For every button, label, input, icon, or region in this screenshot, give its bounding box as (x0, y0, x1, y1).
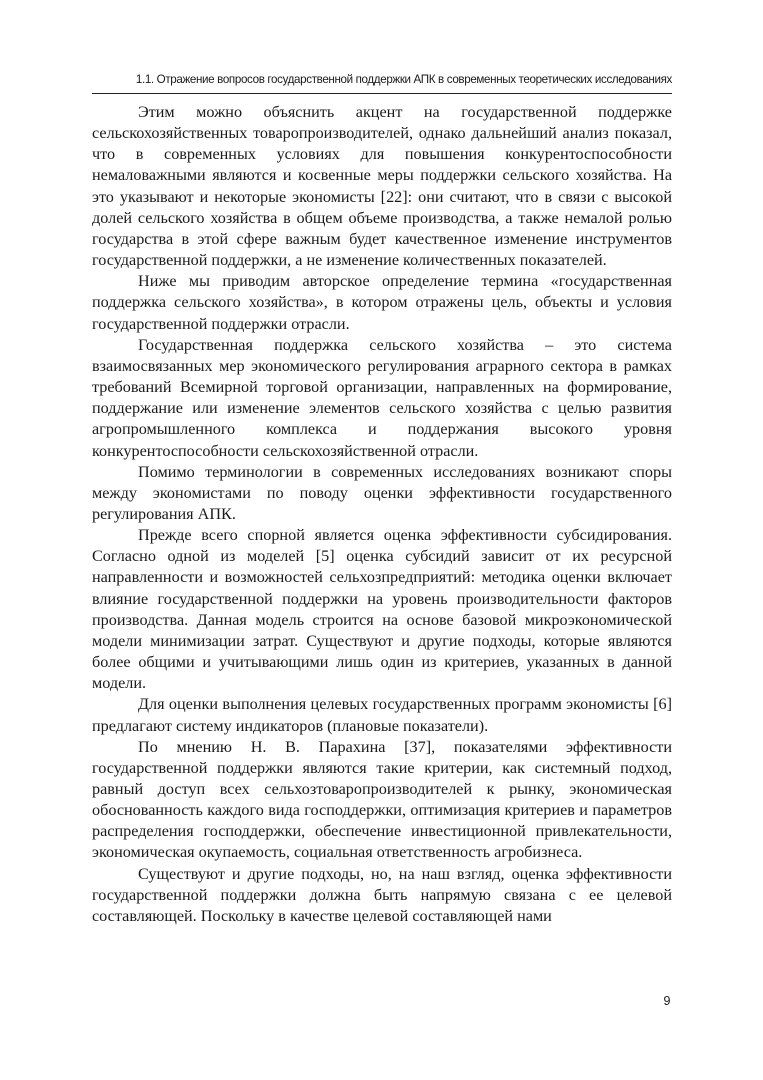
paragraph: Для оценки выполнения целевых государственных программ экономисты [6] предлагают систему индикаторов (плановые показатели). (92, 695, 672, 735)
paragraph: Ниже мы приводим авторское определение термина «государственная поддержка сельского хозяйства», в котором отражены цель, объекты и условия государственной поддержки отрасли. (92, 272, 672, 333)
header-rule (92, 93, 672, 94)
paragraph: Существуют и другие подходы, но, на наш взгляд, оценка эффективности государственной поддержки должна быть напрямую связана с ее целевой составляющей. Поскольку в качестве целевой составляющей нами (92, 864, 672, 925)
paragraph: Этим можно объяснить акцент на государственной поддержке сельскохозяйственных товаропроизводителей, однако дальнейший анализ показал, что в современных условиях для повышения конкурентоспособности немаловажными являются и косвенные меры поддержки сельского хозяйства. На это указывают и некоторые экономисты [22]: они считают, что в связи с высокой долей сельского хозяйства в общем объеме производства, а также немалой ролью государства в этой сфере важным будет качественное изменение инструментов государственной поддержки, а не изменение количественных показателей. (92, 103, 672, 270)
page-number: 9 (663, 994, 671, 1008)
body-text (92, 102, 672, 927)
definition-paragraph: Государственная поддержка сельского хозяйства – это система взаимосвязанных мер экономического регулирования аграрного сектора в рамках требований Всемирной торговой организации, направленных на формирование, поддержание или изменение элементов сельского хозяйства с целью развития агропромышленного комплекса и поддержания высокого уровня конкурентоспособности сельскохозяйственной отрасли. (92, 335, 672, 460)
paragraph: Прежде всего спорной является оценка эффективности субсидирования. Согласно одной из моделей [5] оценка субсидий зависит от их ресурсной направленности и возможностей сельхозпредприятий: методика оценки включает влияние государственной поддержки на уровень производительности факторов производства. Данная модель строится на основе базовой микроэкономической модели минимизации затрат. Существуют и другие подходы, которые являются более общими и учитывающими лишь один из критериев, указанных в данной модели. (92, 526, 672, 693)
paragraph: По мнению Н. В. Парахина [37], показателями эффективности государственной поддержки являются такие критерии, как системный подход, равный доступ всех сельхозтоваропроизводителей к рынку, экономическая обоснованность каждого вида господдержки, оптимизация критериев и параметров распределения господдержки, обеспечение инвестиционной привлекательности, экономическая окупаемость, социальная ответственность агробизнеса. (92, 737, 672, 862)
paragraph: Помимо терминологии в современных исследованиях возникают споры между экономистами по поводу оценки эффективности государственного регулирования АПК. (92, 462, 672, 523)
running-header: 1.1. Отражение вопросов государственной поддержки АПК в современных теоретических исследованиях (135, 73, 672, 86)
